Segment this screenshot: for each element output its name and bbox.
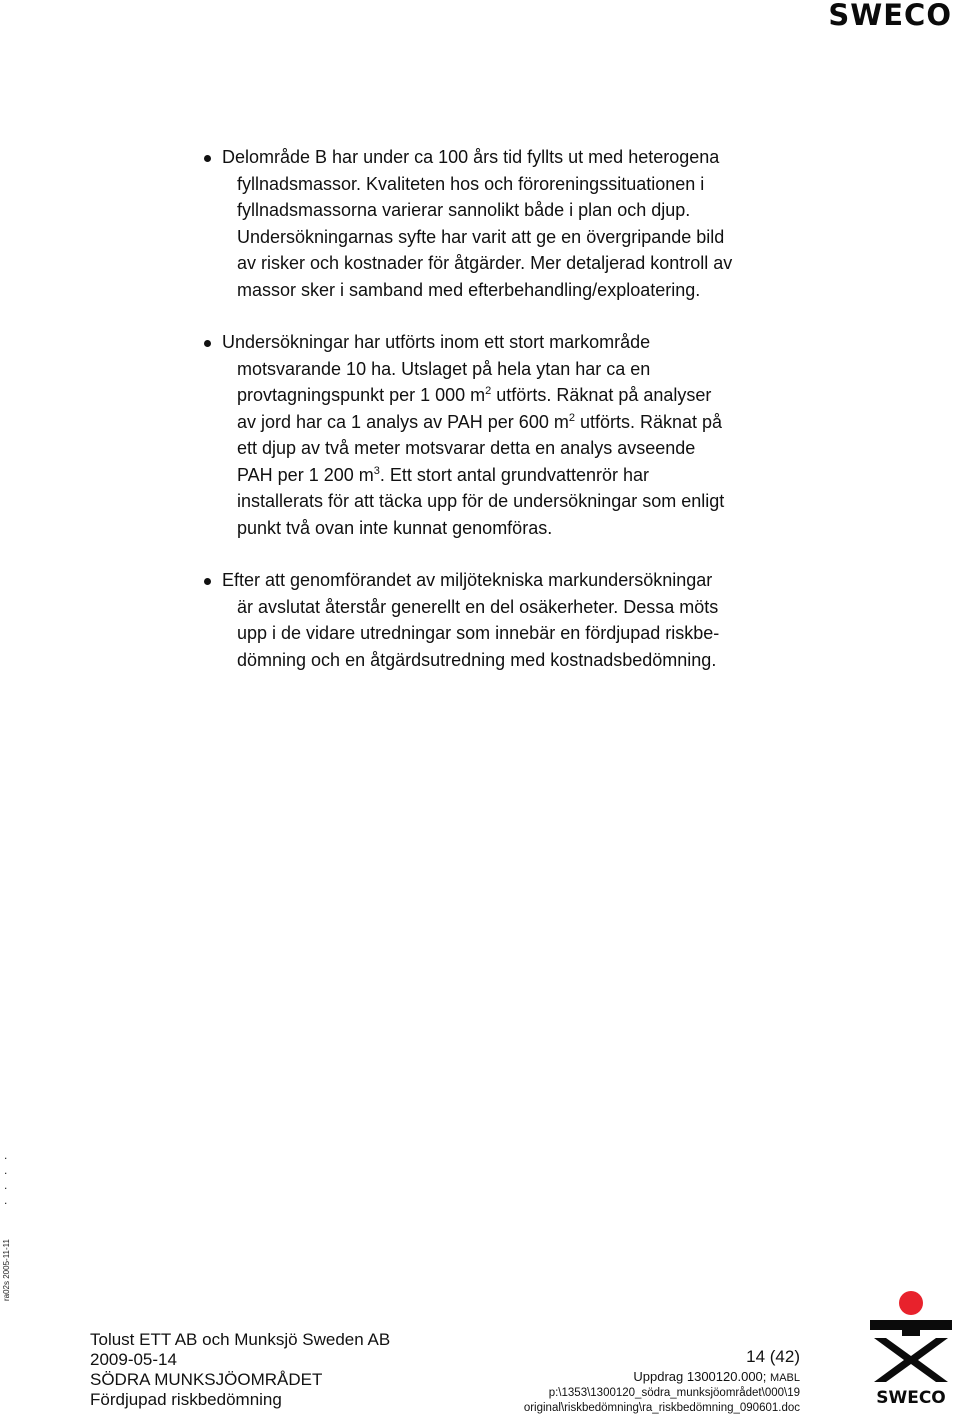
footer-date: 2009-05-14	[90, 1350, 177, 1369]
bullet-text	[222, 567, 800, 673]
superscript: 2	[568, 411, 575, 424]
text-line: Undersökningar har utförts inom ett stort markområde	[222, 332, 651, 352]
text-line: Delområde B har under ca 100 års tid fyllts ut med heterogena	[222, 147, 720, 167]
text-line: installerats för att täcka upp för de undersökningar som enligt	[237, 491, 725, 511]
author-initials: MABL	[770, 1372, 800, 1384]
bullet-item-3	[200, 567, 800, 673]
logo-red-dot	[899, 1291, 923, 1315]
text-span: av jord har ca 1 analys av PAH per 600 m	[237, 411, 569, 432]
text-line: upp i de vidare utredningar som innebär en fördjupad riskbe-	[237, 623, 720, 643]
logo-cross	[874, 1338, 948, 1382]
bullet-text	[222, 329, 800, 541]
assignment-label: Uppdrag 1300120.000;	[633, 1369, 767, 1384]
bullet-item-2	[200, 329, 800, 541]
bullet-dot-icon	[204, 155, 211, 162]
text-line: fyllnadsmassorna varierar sannolikt både i plan och djup.	[237, 200, 691, 220]
bullet-item-1	[200, 144, 800, 303]
footer-left	[90, 1330, 390, 1410]
text-line	[237, 409, 800, 436]
text-span: utförts. Räknat på analyser	[491, 385, 712, 405]
bullet-text	[222, 144, 800, 303]
text-line	[237, 462, 800, 489]
footer-right	[524, 1347, 800, 1416]
assignment-number	[524, 1369, 800, 1386]
text-line: Efter att genomförandet av miljötekniska markundersökningar	[222, 570, 713, 590]
text-line: är avslutat återstår generellt en del osäkerheter. Dessa möts	[237, 596, 719, 617]
bullet-dot-icon	[204, 578, 211, 585]
text-span: PAH per 1 200 m	[237, 464, 374, 485]
sweco-logo-icon	[870, 1290, 952, 1406]
text-line: ett djup av två meter motsvarar detta en analys avseende	[237, 438, 696, 458]
logo-top-bar	[870, 1320, 952, 1336]
side-stamp: ra02s 2005-11-11	[2, 1239, 11, 1301]
superscript: 3	[373, 464, 380, 477]
side-dots: . . . .	[4, 1148, 8, 1207]
text-line: punkt två ovan inte kunnat genomföras.	[237, 517, 553, 538]
header-brand: SWECO	[828, 0, 952, 32]
text-line: motsvarande 10 ha. Utslaget på hela ytan har ca en	[237, 358, 651, 379]
file-path-line-1: p:\1353\1300120_södra_munksjöområdet\000\19	[548, 1387, 800, 1399]
page-number: 14 (42)	[746, 1347, 800, 1366]
text-line: fyllnadsmassor. Kvaliteten hos och föroreningssituationen i	[237, 173, 705, 194]
footer-project: SÖDRA MUNKSJÖOMRÅDET	[90, 1370, 323, 1389]
footer-company: Tolust ETT AB och Munksjö Sweden AB	[90, 1330, 391, 1349]
footer-doc-title: Fördjupad riskbedömning	[90, 1390, 282, 1409]
logo-text: SWECO	[876, 1388, 946, 1406]
superscript: 2	[485, 385, 492, 397]
text-line: massor sker i samband med efterbehandling/exploatering.	[237, 279, 701, 300]
text-span: . Ett stort antal grundvattenrör har	[379, 464, 649, 485]
text-span: provtagningspunkt per 1 000 m	[237, 385, 486, 405]
text-line: dömning och en åtgärdsutredning med kostnadsbedömning.	[237, 649, 717, 670]
file-path-line-2: original\riskbedömning\ra_riskbedömning_090601.doc	[523, 1402, 800, 1414]
document-body	[200, 144, 800, 699]
text-span: utförts. Räknat på	[574, 411, 723, 432]
text-line	[237, 382, 800, 409]
bullet-dot-icon	[204, 340, 211, 347]
text-line: Undersökningarnas syfte har varit att ge en övergripande bild	[237, 226, 725, 247]
text-line: av risker och kostnader för åtgärder. Mer detaljerad kontroll av	[237, 253, 733, 273]
